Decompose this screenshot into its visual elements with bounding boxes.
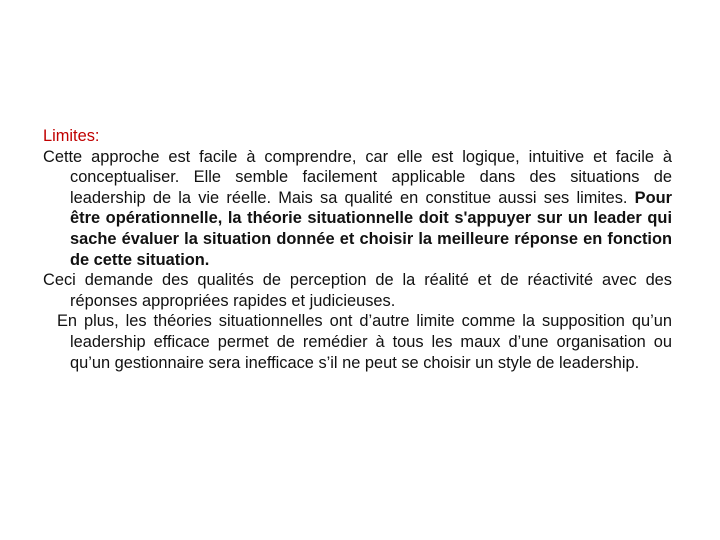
paragraph-limits: En plus, les théories situationnelles ont d’autre limite comme la supposition qu’un leadership efficace permet de remédier à tous les maux d’une organisation ou qu’un gestionnaire sera inefficace s’il ne peut se choisir un style de leadership. <box>57 312 672 372</box>
paragraph-approach <box>43 147 672 271</box>
text-block <box>43 126 672 373</box>
paragraph-qualities: Ceci demande des qualités de perception de la réalité et de réactivité avec des réponses appropriées rapides et judicieuses. <box>43 271 672 310</box>
heading-limites: Limites: <box>43 127 100 145</box>
paragraph-approach-bold: Pour être opérationnelle, la théorie situationnelle doit s'appuyer sur un leader qui sache évaluer la situation donnée et choisir la meilleure réponse en fonction de cette situation. <box>70 188 672 269</box>
paragraph-approach-normal: Cette approche est facile à comprendre, car elle est logique, intuitive et facile à conceptualiser. Elle semble facilement applicable dans des situations de leadership de la vie réelle. Mais sa qualité en constitue aussi ses limites. <box>43 147 672 207</box>
